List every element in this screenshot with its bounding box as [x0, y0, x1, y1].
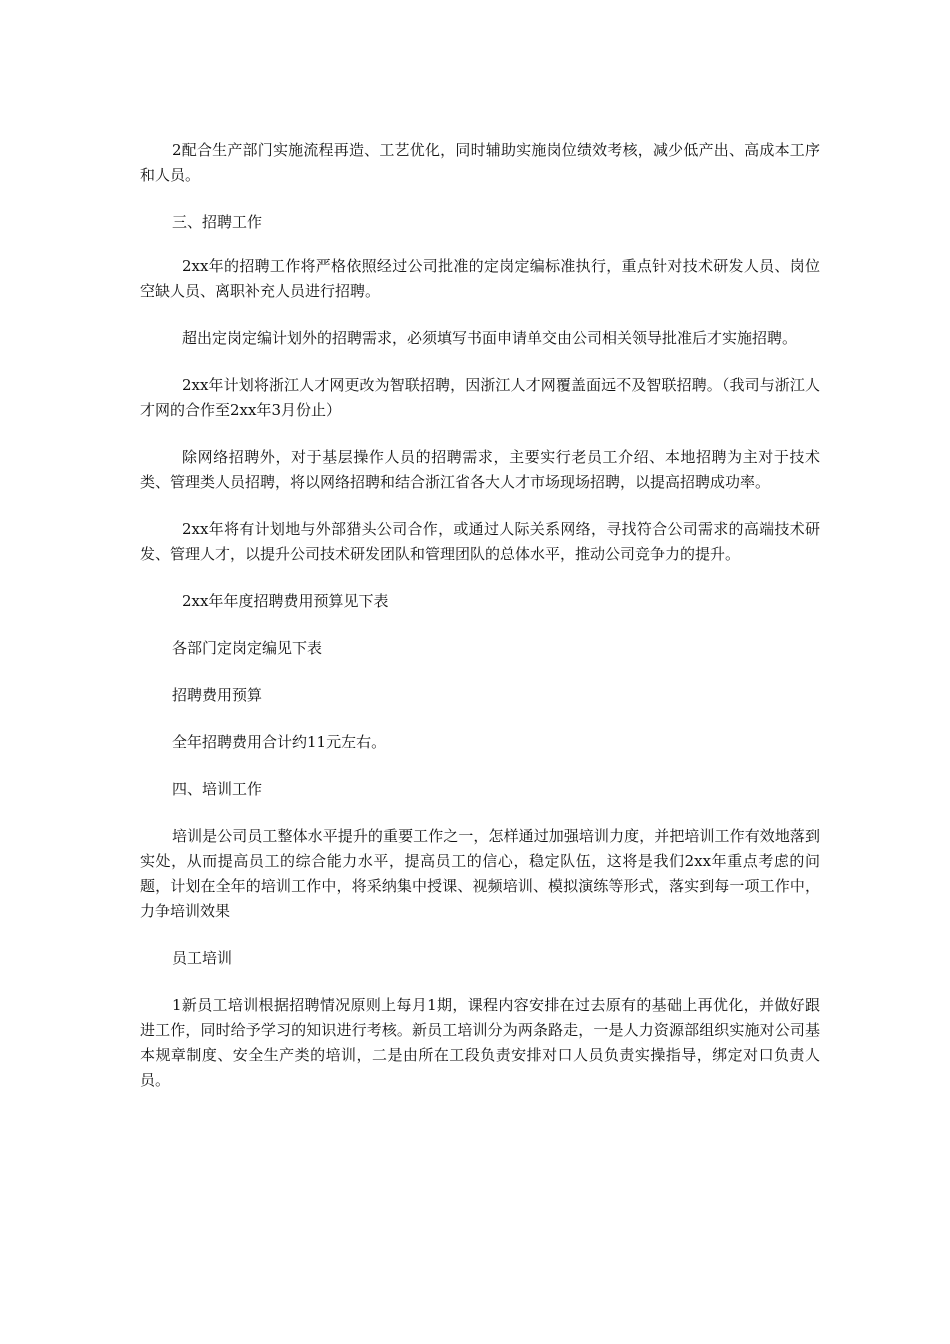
paragraph-recruitment-budget: 招聘费用预算: [172, 686, 263, 704]
heading-recruitment: 三、招聘工作: [172, 213, 263, 231]
paragraph-recruitment-website: 2xx年计划将浙江人才网更改为智联招聘，因浙江人才网覆盖面远不及智联招聘。（我司与浙江人才网的合作至2xx年3月份止）: [140, 376, 820, 419]
heading-training: 四、培训工作: [172, 780, 263, 798]
paragraph-department-staffing: 各部门定岗定编见下表: [172, 639, 323, 657]
paragraph-process-optimization: 2配合生产部门实施流程再造、工艺优化，同时辅助实施岗位绩效考核，减少低产出、高成本工序和人员。: [140, 141, 820, 184]
paragraph-new-employee-training: 1新员工培训根据招聘情况原则上每月1期，课程内容安排在过去原有的基础上再优化，并做好跟进工作，同时给予学习的知识进行考核。新员工培训分为两条路走，一是人力资源部组织实施对公司基本规章制度、安全生产类的培训，二是由所在工段负责安排对口人员负责实操指导，绑定对口负责人员。: [140, 996, 820, 1089]
paragraph-budget-total: 全年招聘费用合计约11元左右。: [172, 733, 387, 751]
paragraph-headhunter: 2xx年将有计划地与外部猎头公司合作，或通过人际关系网络，寻找符合公司需求的高端技术研发、管理人才，以提升公司技术研发团队和管理团队的总体水平，推动公司竞争力的提升。: [140, 520, 820, 563]
paragraph-recruitment-standard: 2xx年的招聘工作将严格依照经过公司批准的定岗定编标准执行，重点针对技术研发人员、岗位空缺人员、离职补充人员进行招聘。: [140, 257, 820, 300]
paragraph-budget-table-note: 2xx年年度招聘费用预算见下表: [182, 592, 389, 610]
heading-employee-training: 员工培训: [172, 949, 233, 967]
paragraph-training-overview: 培训是公司员工整体水平提升的重要工作之一，怎样通过加强培训力度，并把培训工作有效地落到实处，从而提高员工的综合能力水平，提高员工的信心，稳定队伍，这将是我们2xx年重点考虑的问题，计划在全年的培训工作中，将采纳集中授课、视频培训、模拟演练等形式，落实到每一项工作中，力争培训效果: [140, 827, 820, 920]
paragraph-extra-recruitment: 超出定岗定编计划外的招聘需求，必须填写书面申请单交由公司相关领导批准后才实施招聘。: [182, 329, 798, 347]
paragraph-recruitment-channels: 除网络招聘外，对于基层操作人员的招聘需求，主要实行老员工介绍、本地招聘为主对于技术类、管理类人员招聘，将以网络招聘和结合浙江省各大人才市场现场招聘，以提高招聘成功率。: [140, 448, 820, 491]
document-body: [140, 138, 820, 1115]
